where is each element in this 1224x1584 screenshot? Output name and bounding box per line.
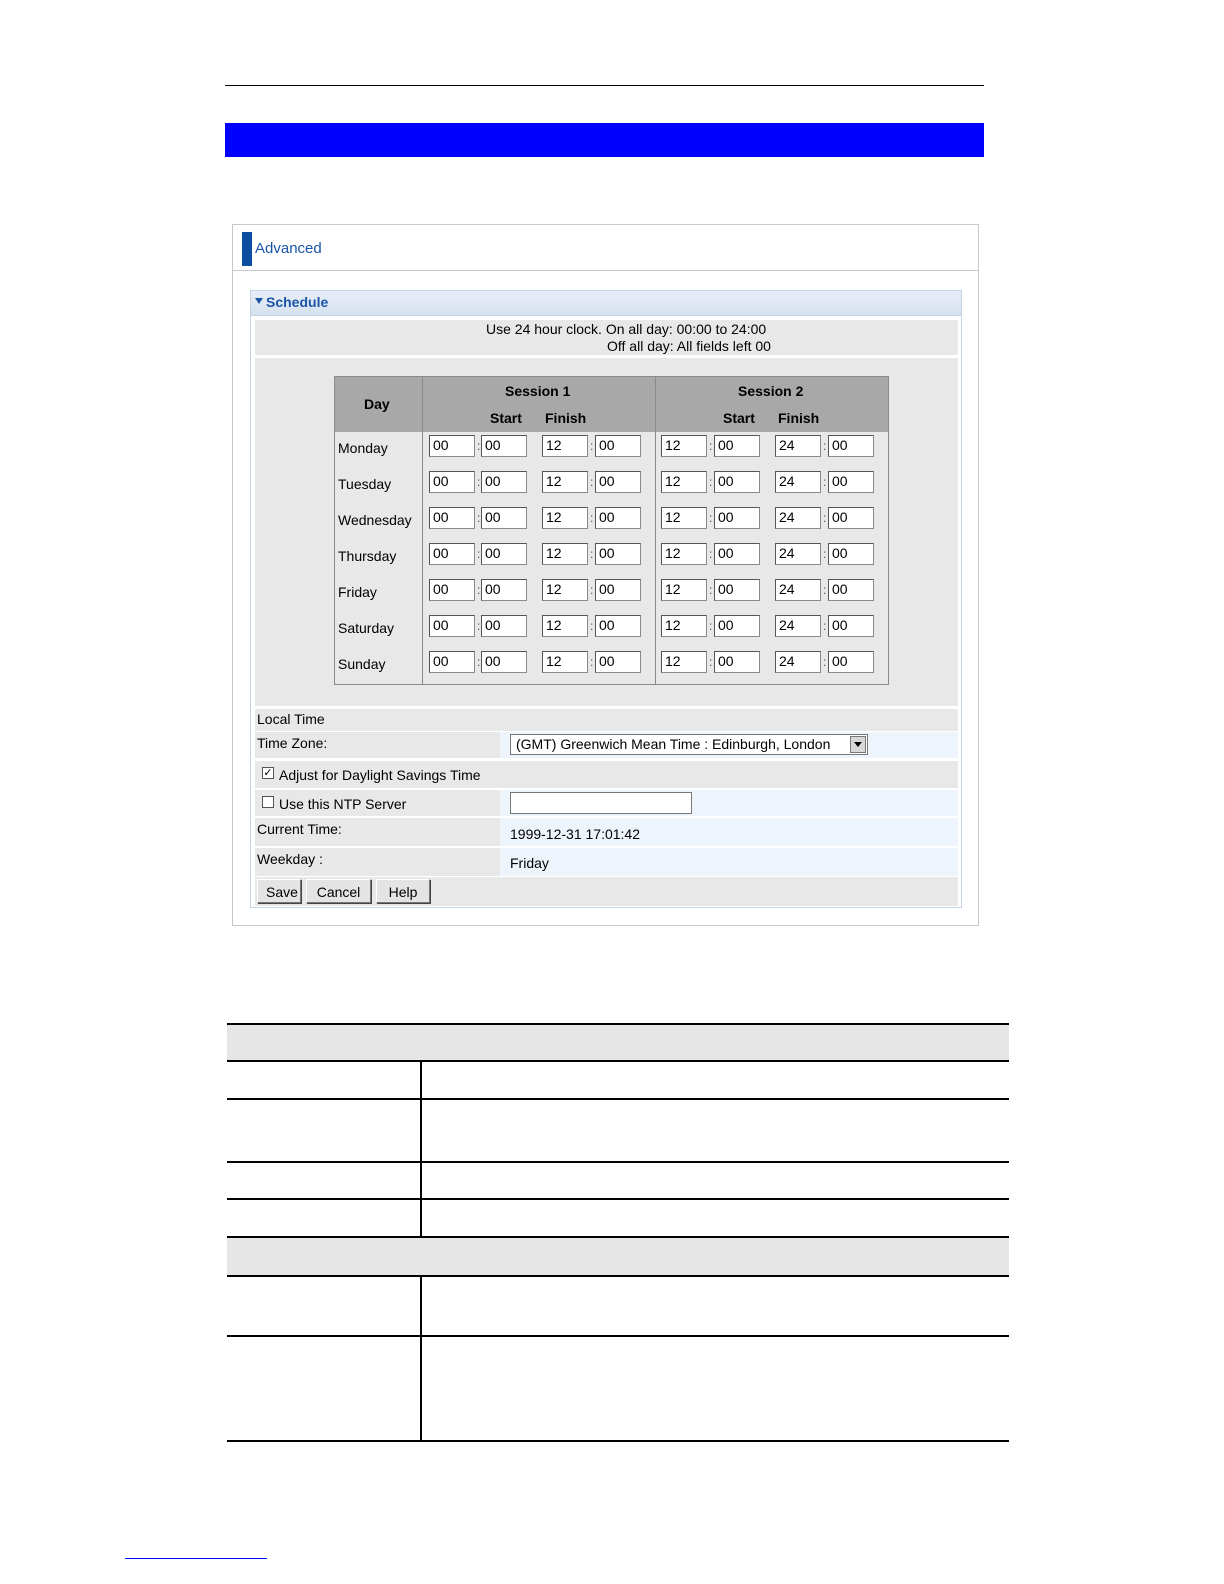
note-line-2: Off all day: All fields left 00	[607, 338, 771, 354]
time-separator: :	[477, 619, 481, 633]
time-separator: :	[590, 583, 594, 597]
ntp-server-input[interactable]	[510, 792, 692, 814]
dst-checkbox[interactable]: ✓	[263, 767, 273, 779]
session1-start-hour-input[interactable]: 00	[429, 579, 475, 601]
time-zone-row	[255, 732, 958, 758]
button-row	[255, 877, 958, 906]
time-separator: :	[709, 511, 713, 525]
session1-finish-minute-input[interactable]: 00	[595, 651, 641, 673]
session1-start-hour-input[interactable]: 00	[429, 507, 475, 529]
session1-start-hour-input[interactable]: 00	[429, 471, 475, 493]
session1-start-minute-input[interactable]: 00	[481, 579, 527, 601]
time-separator: :	[709, 655, 713, 669]
doc-table-rule	[227, 1198, 1009, 1200]
session2-start-hour-input[interactable]: 12	[661, 615, 707, 637]
column-divider	[422, 377, 423, 684]
session1-finish-hour-input[interactable]: 12	[542, 651, 588, 673]
save-button[interactable]: Save	[257, 879, 301, 903]
session2-start-minute-input[interactable]: 00	[714, 543, 760, 565]
session2-finish-hour-input[interactable]: 24	[775, 615, 821, 637]
time-separator: :	[823, 475, 827, 489]
time-separator: :	[709, 619, 713, 633]
header-rule	[225, 85, 984, 86]
session2-start-hour-input[interactable]: 12	[661, 651, 707, 673]
col-day-header: Day	[364, 396, 390, 412]
session1-finish-minute-input[interactable]: 00	[595, 435, 641, 457]
time-separator: :	[477, 511, 481, 525]
doc-table-rule	[227, 1335, 1009, 1337]
session2-finish-header: Finish	[778, 410, 820, 426]
schedule-title: Schedule	[266, 294, 329, 310]
weekday-row	[255, 848, 958, 876]
session1-finish-hour-input[interactable]: 12	[542, 435, 588, 457]
session1-start-minute-input[interactable]: 00	[481, 471, 527, 493]
time-separator: :	[709, 439, 713, 453]
doc-table-section-header	[227, 1237, 1009, 1275]
doc-table-rule	[227, 1161, 1009, 1163]
time-separator: :	[590, 619, 594, 633]
time-separator: :	[590, 547, 594, 561]
session1-header: Session 1	[505, 383, 571, 399]
local-time-heading: Local Time	[257, 711, 325, 727]
doc-table-column-divider	[420, 1061, 422, 1237]
time-separator: :	[823, 511, 827, 525]
footer-link-underline[interactable]	[125, 1558, 267, 1559]
doc-table-column-divider	[420, 1276, 422, 1441]
time-zone-label: Time Zone:	[257, 735, 328, 751]
weekday-value: Friday	[510, 855, 549, 871]
time-separator: :	[823, 619, 827, 633]
session1-finish-minute-input[interactable]: 00	[595, 471, 641, 493]
ntp-value-cell	[500, 790, 958, 816]
session1-finish-hour-input[interactable]: 12	[542, 579, 588, 601]
time-separator: :	[823, 655, 827, 669]
schedule-grid-area	[255, 358, 958, 706]
time-separator: :	[477, 547, 481, 561]
local-time-heading-row	[255, 709, 958, 731]
current-time-value: 1999-12-31 17:01:42	[510, 826, 640, 842]
session1-start-minute-input[interactable]: 00	[481, 615, 527, 637]
day-label: Monday	[338, 440, 388, 456]
doc-table-rule	[227, 1060, 1009, 1062]
column-divider	[655, 377, 656, 684]
session2-start-header: Start	[723, 410, 755, 426]
session1-start-minute-input[interactable]: 00	[481, 543, 527, 565]
session2-finish-minute-input[interactable]: 00	[828, 507, 874, 529]
current-time-label: Current Time:	[257, 821, 342, 837]
session2-finish-hour-input[interactable]: 24	[775, 651, 821, 673]
ntp-row	[255, 790, 958, 816]
session1-start-minute-input[interactable]: 00	[481, 651, 527, 673]
current-time-cell	[500, 818, 958, 846]
session2-finish-hour-input[interactable]: 24	[775, 435, 821, 457]
time-separator: :	[823, 439, 827, 453]
session1-finish-minute-input[interactable]: 00	[595, 543, 641, 565]
session2-finish-hour-input[interactable]: 24	[775, 543, 821, 565]
time-zone-selected: (GMT) Greenwich Mean Time : Edinburgh, London	[516, 736, 831, 752]
schedule-note	[255, 320, 958, 355]
session2-finish-hour-input[interactable]: 24	[775, 507, 821, 529]
time-separator: :	[477, 439, 481, 453]
session2-start-hour-input[interactable]: 12	[661, 507, 707, 529]
day-label: Saturday	[338, 620, 395, 636]
session2-finish-minute-input[interactable]: 00	[828, 543, 874, 565]
panel-title: Advanced	[255, 240, 322, 257]
router-panel	[232, 224, 979, 926]
weekday-label: Weekday :	[257, 851, 323, 867]
session2-start-minute-input[interactable]: 00	[714, 471, 760, 493]
panel-header-marker	[242, 232, 252, 266]
note-line-1: Use 24 hour clock. On all day: 00:00 to 24:00	[486, 321, 767, 337]
session2-finish-minute-input[interactable]: 00	[828, 615, 874, 637]
time-separator: :	[709, 547, 713, 561]
session2-header: Session 2	[738, 383, 804, 399]
session1-finish-hour-input[interactable]: 12	[542, 507, 588, 529]
session1-finish-hour-input[interactable]: 12	[542, 543, 588, 565]
session2-start-hour-input[interactable]: 12	[661, 543, 707, 565]
time-zone-select[interactable]	[510, 734, 868, 755]
time-separator: :	[477, 655, 481, 669]
time-separator: :	[709, 475, 713, 489]
time-separator: :	[477, 583, 481, 597]
session1-start-minute-input[interactable]: 00	[481, 507, 527, 529]
session1-finish-hour-input[interactable]: 12	[542, 471, 588, 493]
session2-start-minute-input[interactable]: 00	[714, 507, 760, 529]
session2-start-hour-input[interactable]: 12	[661, 579, 707, 601]
doc-table-rule	[227, 1236, 1009, 1238]
section-banner	[225, 123, 984, 157]
time-separator: :	[590, 511, 594, 525]
day-label: Tuesday	[338, 476, 392, 492]
weekday-cell	[500, 848, 958, 876]
day-label: Friday	[338, 584, 377, 600]
dst-row	[255, 761, 958, 788]
session2-start-minute-input[interactable]: 00	[714, 651, 760, 673]
session1-finish-minute-input[interactable]: 00	[595, 615, 641, 637]
schedule-section	[250, 290, 962, 908]
session2-finish-hour-input[interactable]: 24	[775, 579, 821, 601]
session2-start-hour-input[interactable]: 12	[661, 435, 707, 457]
session2-start-minute-input[interactable]: 00	[714, 435, 760, 457]
time-separator: :	[477, 475, 481, 489]
panel-header	[233, 225, 978, 271]
schedule-header[interactable]	[251, 291, 961, 316]
session2-finish-hour-input[interactable]: 24	[775, 471, 821, 493]
dst-label: Adjust for Daylight Savings Time	[279, 767, 481, 783]
session1-finish-minute-input[interactable]: 00	[595, 507, 641, 529]
time-zone-value-cell	[500, 732, 958, 758]
session2-finish-minute-input[interactable]: 00	[828, 435, 874, 457]
session2-start-minute-input[interactable]: 00	[714, 579, 760, 601]
session1-finish-minute-input[interactable]: 00	[595, 579, 641, 601]
ntp-checkbox[interactable]	[262, 796, 274, 808]
time-separator: :	[709, 583, 713, 597]
time-separator: :	[590, 475, 594, 489]
session2-finish-minute-input[interactable]: 00	[828, 579, 874, 601]
session1-start-hour-input[interactable]: 00	[429, 651, 475, 673]
day-label: Sunday	[338, 656, 386, 672]
doc-table-rule	[227, 1275, 1009, 1277]
session1-finish-header: Finish	[545, 410, 587, 426]
session1-start-hour-input[interactable]: 00	[429, 543, 475, 565]
session1-start-hour-input[interactable]: 00	[429, 435, 475, 457]
session1-start-minute-input[interactable]: 00	[481, 435, 527, 457]
session2-finish-minute-input[interactable]: 00	[828, 471, 874, 493]
session1-start-hour-input[interactable]: 00	[429, 615, 475, 637]
collapse-arrow-icon[interactable]	[255, 298, 263, 304]
schedule-table	[334, 376, 889, 685]
time-separator: :	[823, 547, 827, 561]
session1-start-header: Start	[490, 410, 522, 426]
day-label: Thursday	[338, 548, 397, 564]
day-label: Wednesday	[338, 512, 412, 528]
help-button[interactable]: Help	[376, 879, 430, 903]
dropdown-arrow-icon[interactable]	[850, 736, 866, 753]
current-time-row	[255, 818, 958, 846]
doc-table-section-header	[227, 1024, 1009, 1061]
session1-finish-hour-input[interactable]: 12	[542, 615, 588, 637]
time-separator: :	[590, 655, 594, 669]
doc-table-rule	[227, 1023, 1009, 1025]
doc-table-rule	[227, 1098, 1009, 1100]
doc-table-rule	[227, 1440, 1009, 1442]
ntp-label: Use this NTP Server	[279, 796, 407, 812]
cancel-button[interactable]: Cancel	[306, 879, 371, 903]
session2-start-hour-input[interactable]: 12	[661, 471, 707, 493]
time-separator: :	[823, 583, 827, 597]
time-separator: :	[590, 439, 594, 453]
session2-start-minute-input[interactable]: 00	[714, 615, 760, 637]
session2-finish-minute-input[interactable]: 00	[828, 651, 874, 673]
